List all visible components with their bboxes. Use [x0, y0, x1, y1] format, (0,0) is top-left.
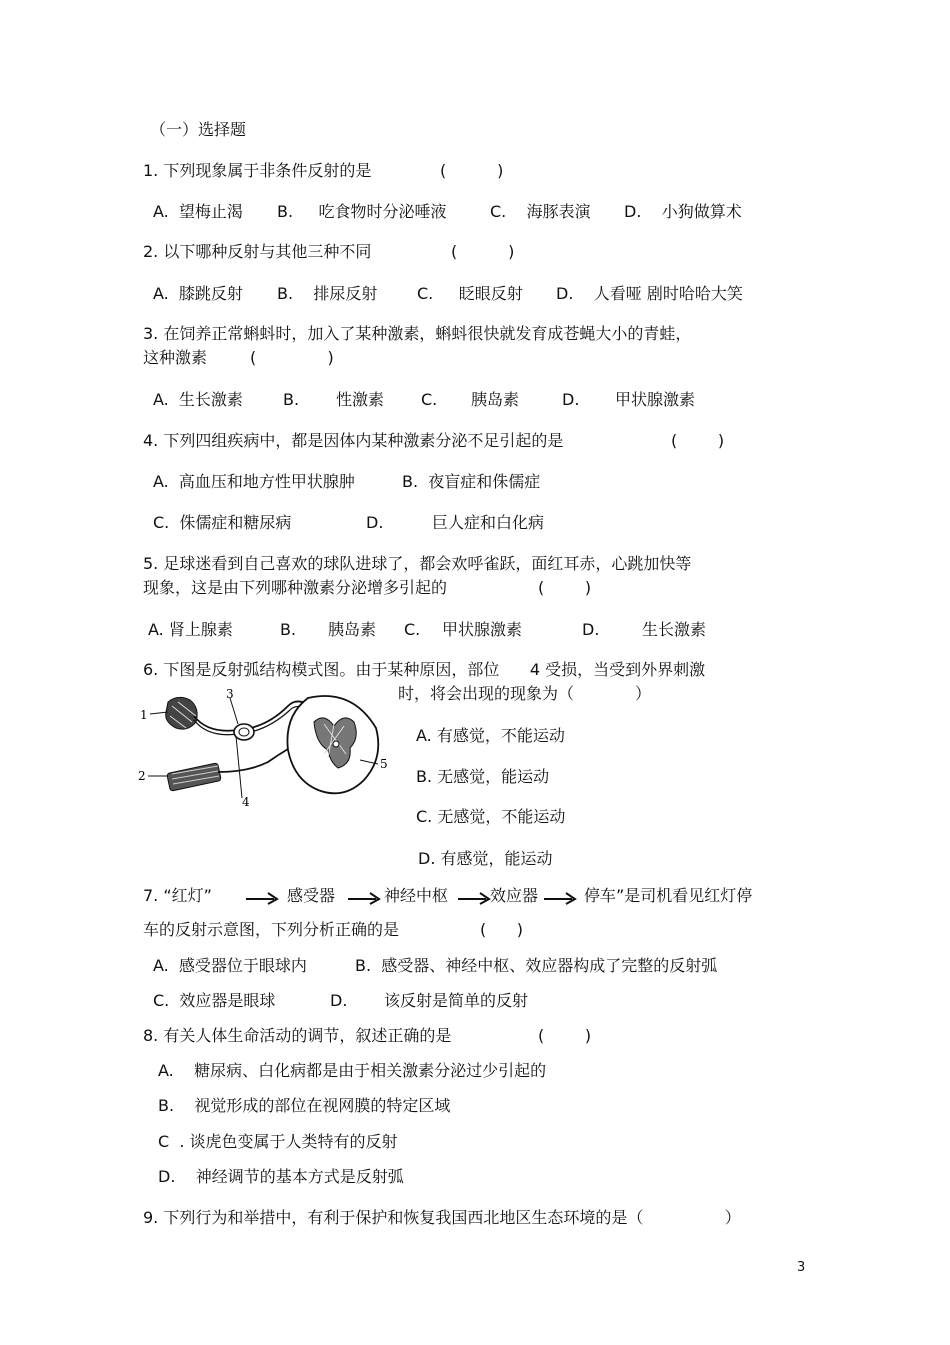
diagram-label-1: 1: [140, 708, 148, 722]
q5-option-b-letter: B.: [280, 620, 297, 639]
q5-answer-paren: ( ): [538, 578, 592, 597]
diagram-label-2: 2: [138, 769, 146, 783]
arrow-icon: [244, 889, 280, 905]
q8-stem: 8. 有关人体生命活动的调节，叙述正确的是: [143, 1026, 452, 1045]
q4-option-c: C. 侏儒症和糖尿病: [153, 513, 292, 532]
q7-part-red-light: 7. “红灯”: [143, 886, 212, 905]
q1-stem: 1. 下列现象属于非条件反射的是: [143, 161, 372, 180]
q7-part-receptor: 感受器: [287, 886, 336, 905]
q2-option-a: A. 膝跳反射: [153, 284, 243, 303]
q7-stem-line2: 车的反射示意图，下列分析正确的是: [143, 920, 400, 939]
q4-stem: 4. 下列四组疾病中，都是因体内某种激素分泌不足引起的是: [143, 431, 564, 450]
q7-option-d-letter: D.: [330, 991, 348, 1010]
q2-answer-paren: ( ): [451, 242, 515, 261]
diagram-label-3: 3: [226, 688, 234, 701]
q1-answer-paren: ( ): [440, 161, 504, 180]
arrow-icon: [542, 889, 578, 905]
q6-stem-line2: 时，将会出现的现象为（ ）: [398, 684, 652, 703]
q8-answer-paren: ( ): [538, 1026, 592, 1045]
q7-part-effector: 效应器: [490, 886, 539, 905]
q6-option-d: D. 有感觉，能运动: [418, 849, 553, 868]
q1-option-c: C. 海豚表演: [490, 202, 591, 221]
q1-option-a: A. 望梅止渴: [153, 202, 243, 221]
q5-option-a: A. 肾上腺素: [148, 620, 233, 639]
page-number: 3: [797, 1260, 806, 1275]
q4-option-d-letter: D.: [366, 513, 384, 532]
q3-option-c-text: 胰岛素: [471, 390, 520, 409]
q5-option-d-text: 生长激素: [642, 620, 707, 639]
q1-option-b: B. 吃食物时分泌唾液: [277, 202, 447, 221]
diagram-label-5: 5: [380, 757, 388, 771]
spinal-cord-section: [287, 696, 378, 793]
q8-option-b: B. 视觉形成的部位在视网膜的特定区域: [158, 1096, 451, 1115]
q4-option-a: A. 高血压和地方性甲状腺肿: [153, 472, 355, 491]
q9-stem: 9. 下列行为和举措中，有利于保护和恢复我国西北地区生态环境的是（ ）: [143, 1208, 741, 1227]
receptor-structure: [166, 697, 197, 729]
q5-option-c-text: 甲状腺激素: [442, 620, 523, 639]
q6-option-a: A. 有感觉，不能运动: [416, 726, 565, 745]
q6-stem-line1: 6. 下图是反射弧结构模式图。由于某种原因，部位 4 受损，当受到外界刺激: [143, 660, 706, 679]
section-title: （一）选择题: [150, 120, 247, 139]
q4-option-b: B. 夜盲症和侏儒症: [402, 472, 541, 491]
effector-structure: [167, 763, 222, 791]
q3-option-a: A. 生长激素: [153, 390, 243, 409]
q3-option-c-letter: C.: [421, 390, 438, 409]
q3-option-b-letter: B.: [283, 390, 300, 409]
q3-stem-line2: 这种激素: [143, 348, 208, 367]
q1-option-d: D. 小狗做算术: [624, 202, 742, 221]
q3-option-b-text: 性激素: [336, 390, 385, 409]
q5-option-c-letter: C.: [404, 620, 421, 639]
q7-option-b: B. 感受器、神经中枢、效应器构成了完整的反射弧: [355, 956, 718, 975]
q4-option-d-text: 巨人症和白化病: [432, 513, 545, 532]
q3-answer-paren: ( ): [250, 348, 334, 367]
q6-option-c: C. 无感觉，不能运动: [416, 807, 566, 826]
q7-part-center: 神经中枢: [384, 886, 449, 905]
q4-answer-paren: ( ): [671, 431, 725, 450]
q7-part-stop: 停车”是司机看见红灯停: [584, 886, 753, 905]
q7-option-d-text: 该反射是简单的反射: [384, 991, 529, 1010]
reflex-arc-diagram: [138, 688, 390, 808]
q3-option-d-text: 甲状腺激素: [615, 390, 696, 409]
q7-option-c: C. 效应器是眼球: [153, 991, 276, 1010]
q3-stem-line1: 3. 在饲养正常蝌蚪时，加入了某种激素，蝌蚪很快就发育成苍蝇大小的青蛙，: [143, 324, 692, 343]
q2-stem: 2. 以下哪种反射与其他三种不同: [143, 242, 372, 261]
q5-stem-line2: 现象，这是由下列哪种激素分泌增多引起的: [143, 578, 448, 597]
q8-option-a: A. 糖尿病、白化病都是由于相关激素分泌过少引起的: [158, 1061, 547, 1080]
q2-option-b: B. 排尿反射: [277, 284, 378, 303]
q5-option-b-text: 胰岛素: [328, 620, 377, 639]
q6-option-b: B. 无感觉，能运动: [416, 767, 550, 786]
q3-option-d-letter: D.: [562, 390, 580, 409]
q7-answer-paren: ( ): [480, 920, 523, 939]
q2-option-d: D. 人看哑 剧时哈哈大笑: [556, 284, 743, 303]
q8-option-c: C . 谈虎色变属于人类特有的反射: [158, 1132, 398, 1151]
arrow-icon: [456, 889, 492, 905]
q2-option-c: C. 眨眼反射: [417, 284, 523, 303]
q5-stem-line1: 5. 足球迷看到自己喜欢的球队进球了，都会欢呼雀跃，面红耳赤，心跳加快等: [143, 554, 692, 573]
q8-option-d: D. 神经调节的基本方式是反射弧: [158, 1167, 404, 1186]
q5-option-d-letter: D.: [582, 620, 600, 639]
q7-option-a: A. 感受器位于眼球内: [153, 956, 307, 975]
arrow-icon: [346, 889, 382, 905]
diagram-label-4: 4: [242, 795, 250, 808]
